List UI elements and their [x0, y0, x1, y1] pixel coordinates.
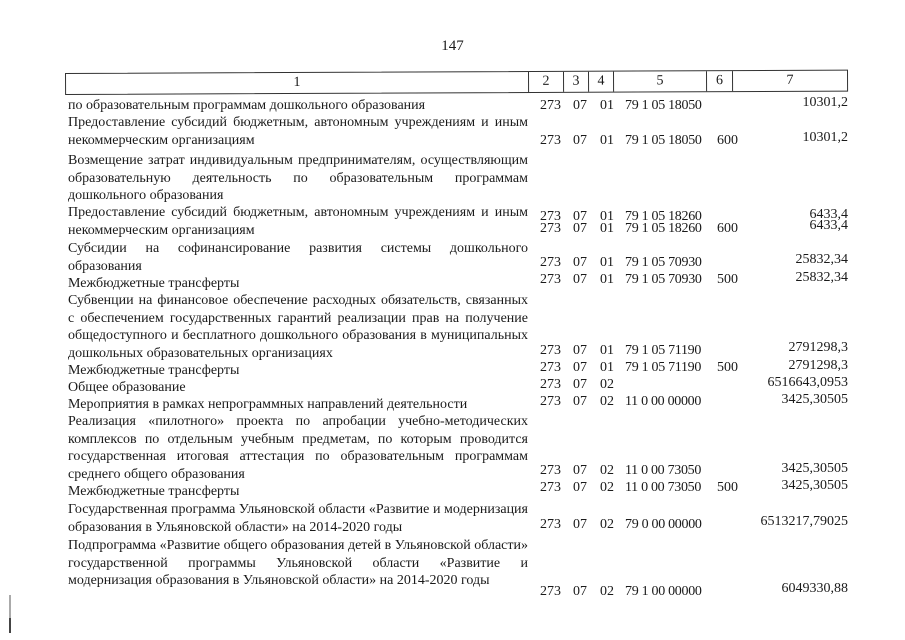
grbs-code: 273: [540, 360, 561, 375]
row-description: Межбюджетные трансферты: [68, 363, 240, 378]
header-col-6: 6: [707, 71, 733, 91]
row-description: по образовательным программам дошкольного образования: [68, 98, 426, 113]
row-codes: [540, 342, 745, 359]
row-description: Субвенции на финансовое обеспечение расходных обязательств, связанных с обеспечением государственных гарантий реализации прав на получение общедоступного и бесплатного дошкольного образования в муниципальных дошкольных образовательных организациях: [68, 293, 528, 361]
row-description: Межбюджетные трансферты: [68, 276, 240, 291]
section-code: 07: [573, 377, 587, 392]
row-codes: [540, 479, 745, 496]
row-amount: 2791298,3: [788, 340, 848, 355]
subsection-code: 01: [600, 255, 614, 270]
section-code: 07: [573, 343, 587, 358]
row-codes: [540, 220, 745, 237]
grbs-code: 273: [540, 133, 561, 148]
subsection-code: 02: [600, 394, 614, 409]
expense-type-code: 500: [717, 360, 738, 375]
row-amount: 6049330,88: [781, 581, 848, 596]
header-col-3: 3: [564, 72, 589, 92]
target-article-code: 79 0 00 00000: [625, 517, 702, 532]
row-codes: [540, 393, 745, 410]
grbs-code: 273: [540, 517, 561, 532]
row-amount: 3425,30505: [781, 478, 848, 493]
grbs-code: 273: [540, 377, 561, 392]
subsection-code: 01: [600, 221, 614, 236]
expense-type-code: 600: [717, 221, 738, 236]
subsection-code: 02: [600, 463, 614, 478]
row-amount: 6433,4: [809, 218, 848, 233]
row-codes: [540, 583, 745, 600]
row-codes: [540, 132, 745, 149]
section-code: 07: [573, 209, 587, 224]
row-amount: 25832,34: [795, 270, 848, 285]
target-article-code: 79 1 05 70930: [625, 272, 702, 287]
row-description: Общее образование: [68, 380, 186, 395]
target-article-code: 79 1 05 18260: [625, 221, 702, 236]
subsection-code: 01: [600, 272, 614, 287]
row-amount: 3425,30505: [781, 392, 848, 407]
section-code: 07: [573, 463, 587, 478]
grbs-code: 273: [540, 463, 561, 478]
section-code: 07: [573, 255, 587, 270]
header-col-4: 4: [589, 72, 614, 92]
grbs-code: 273: [540, 394, 561, 409]
subsection-code: 01: [600, 343, 614, 358]
row-description: Субсидии на софинансирование развития системы дошкольного образования: [68, 241, 528, 274]
subsection-code: 02: [600, 377, 614, 392]
row-description: Мероприятия в рамках непрограммных направлений деятельности: [68, 397, 468, 412]
target-article-code: 11 0 00 73050: [625, 463, 702, 478]
expense-type-code: 500: [717, 272, 738, 287]
row-description: Возмещение затрат индивидуальным предпринимателям, осуществляющим образовательную деятельность по образовательным программам дошкольного образования: [68, 153, 528, 203]
table-header-row: [65, 70, 848, 95]
grbs-code: 273: [540, 209, 561, 224]
grbs-code: 273: [540, 221, 561, 236]
section-code: 07: [573, 221, 587, 236]
row-codes: [540, 376, 745, 393]
row-codes: [540, 516, 745, 533]
target-article-code: 79 1 05 18050: [625, 98, 702, 113]
row-amount: 6513217,79025: [760, 514, 848, 529]
section-code: 07: [573, 584, 587, 599]
expense-type-code: 500: [717, 480, 738, 495]
row-codes: [540, 462, 745, 479]
grbs-code: 273: [540, 584, 561, 599]
target-article-code: 11 0 00 00000: [625, 394, 702, 409]
expense-type-code: 600: [717, 133, 738, 148]
row-description: Межбюджетные трансферты: [68, 484, 240, 499]
row-description: Подпрограмма «Развитие общего образования детей в Ульяновской области» государственной программы Ульяновской области «Развитие и модернизация образования в Ульяновской области» на 2014-2020 годы: [68, 538, 528, 588]
subsection-code: 02: [600, 584, 614, 599]
row-amount: 3425,30505: [781, 461, 848, 476]
subsection-code: 01: [600, 209, 614, 224]
row-codes: [540, 97, 745, 114]
target-article-code: 79 1 05 71190: [625, 360, 702, 375]
section-code: 07: [573, 480, 587, 495]
section-code: 07: [573, 360, 587, 375]
row-amount: 10301,2: [802, 95, 848, 110]
subsection-code: 01: [600, 133, 614, 148]
grbs-code: 273: [540, 272, 561, 287]
grbs-code: 273: [540, 255, 561, 270]
row-description: Предоставление субсидий бюджетным, автономным учреждениям и иным некоммерческим организациям: [68, 115, 528, 148]
row-codes: [540, 271, 745, 288]
row-amount: 25832,34: [795, 252, 848, 267]
subsection-code: 01: [600, 360, 614, 375]
grbs-code: 273: [540, 98, 561, 113]
section-code: 07: [573, 98, 587, 113]
row-amount: 6516643,0953: [767, 375, 848, 390]
section-code: 07: [573, 272, 587, 287]
grbs-code: 273: [540, 480, 561, 495]
row-description: Государственная программа Ульяновской области «Развитие и модернизация образования в Ульяновской области» на 2014-2020 годы: [68, 502, 528, 535]
target-article-code: 79 1 00 00000: [625, 584, 702, 599]
target-article-code: 79 1 05 18260: [625, 209, 702, 224]
section-code: 07: [573, 394, 587, 409]
row-amount: 6433,4: [809, 207, 848, 222]
subsection-code: 01: [600, 98, 614, 113]
subsection-code: 02: [600, 480, 614, 495]
header-col-7: 7: [786, 72, 794, 88]
scan-edge-mark: [9, 595, 11, 633]
grbs-code: 273: [540, 343, 561, 358]
header-col-1: 1: [66, 72, 529, 94]
page-number: 147: [441, 38, 464, 54]
header-col-5: 5: [614, 71, 707, 91]
target-article-code: 79 1 05 71190: [625, 343, 702, 358]
row-description: Предоставление субсидий бюджетным, автономным учреждениям и иным некоммерческим организациям: [68, 205, 528, 238]
target-article-code: 11 0 00 73050: [625, 480, 702, 495]
section-code: 07: [573, 517, 587, 532]
header-col-2: 2: [529, 72, 564, 92]
target-article-code: 79 1 05 70930: [625, 255, 702, 270]
section-code: 07: [573, 133, 587, 148]
row-codes: [540, 359, 745, 376]
target-article-code: 79 1 05 18050: [625, 133, 702, 148]
row-description: Реализация «пилотного» проекта по апробации учебно-методических комплексов по отдельным учебным предметам, по которым проводится государственная итоговая аттестация по образовательным программам среднего общего образования: [68, 414, 528, 482]
subsection-code: 02: [600, 517, 614, 532]
row-amount: 10301,2: [802, 130, 848, 145]
row-amount: 2791298,3: [788, 358, 848, 373]
row-codes: [540, 254, 745, 271]
